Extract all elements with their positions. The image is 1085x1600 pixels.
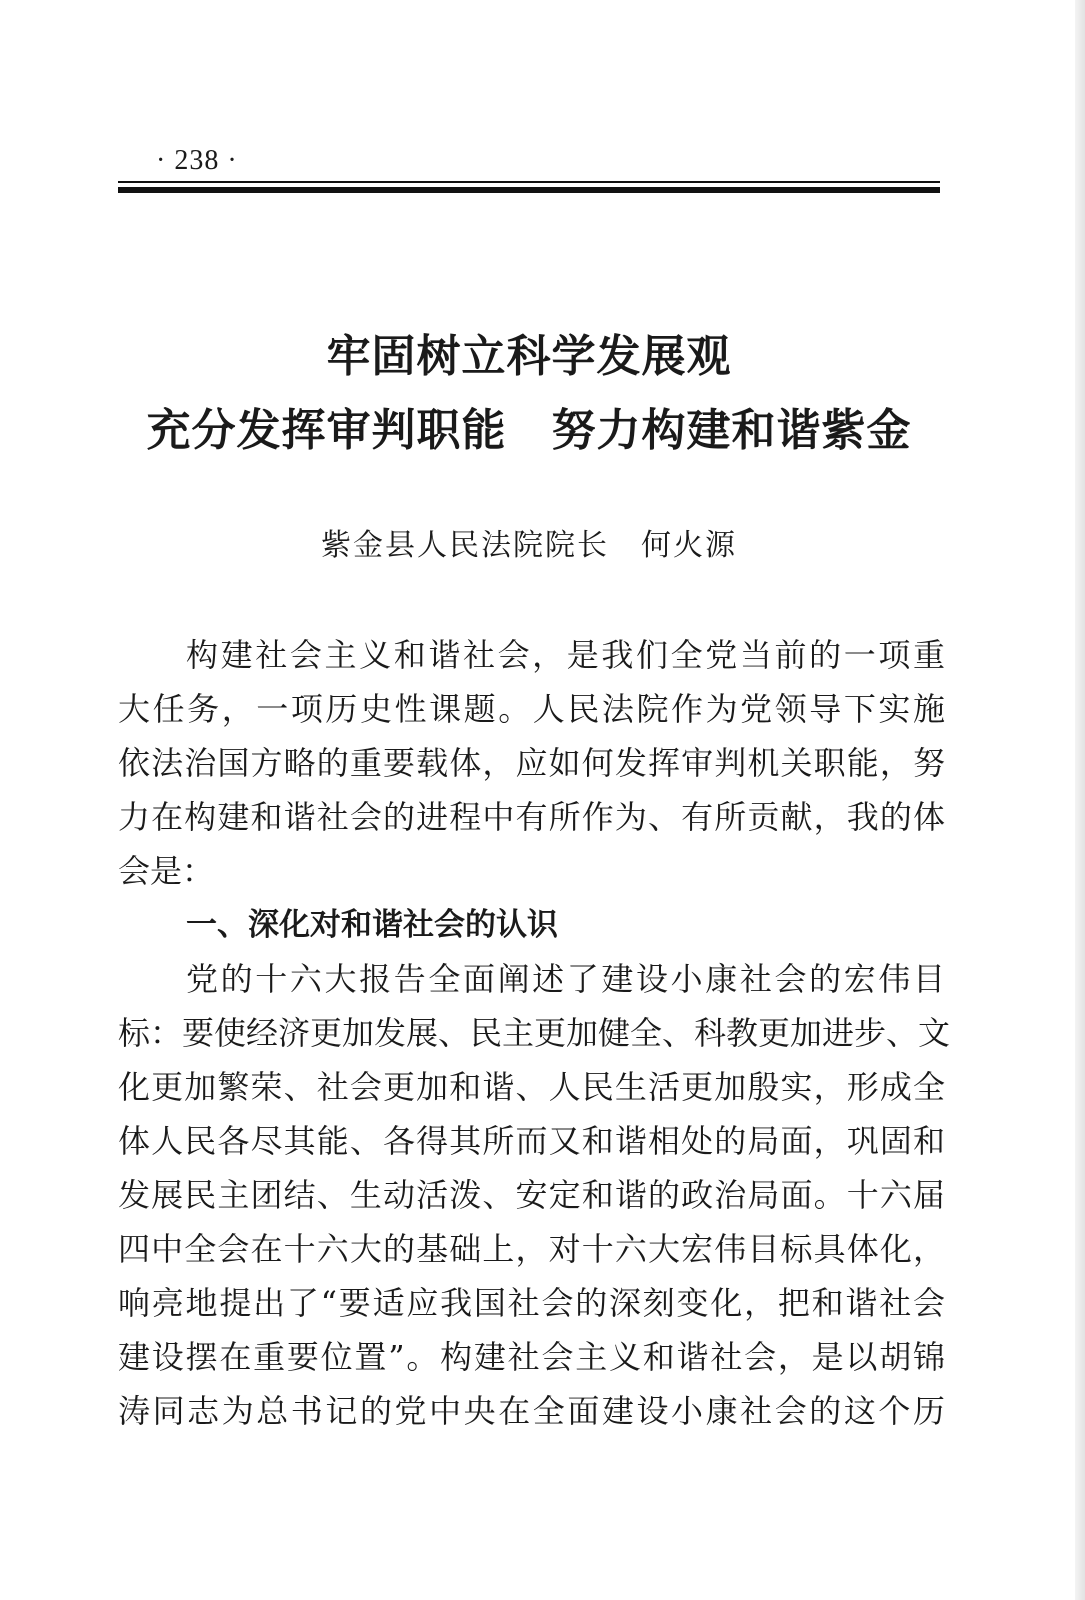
title-line-1: 牢固树立科学发展观 (326, 331, 732, 382)
paragraph-line: 体人民各尽其能、各得其所而又和谐相处的局面，巩固和 (118, 1122, 945, 1160)
paragraph-line: 涛同志为总书记的党中央在全面建设小康社会的这个历 (118, 1392, 945, 1430)
paragraph-line: 发展民主团结、生动活泼、安定和谐的政治局面。十六届 (118, 1176, 945, 1214)
header-rule-thick (118, 187, 940, 193)
paragraph-line: 大任务，一项历史性课题。人民法院作为党领导下实施 (118, 690, 945, 728)
paragraph-line: 四中全会在十六大的基础上，对十六大宏伟目标具体化， (118, 1230, 945, 1268)
paragraph-line: 标：要使经济更加发展、民主更加健全、科教更加进步、文 (118, 1014, 951, 1052)
paragraph-line: 化更加繁荣、社会更加和谐、人民生活更加殷实，形成全 (118, 1068, 945, 1106)
article-title (118, 320, 940, 468)
paragraph-line: 依法治国方略的重要载体，应如何发挥审判机关职能，努 (118, 744, 945, 782)
paragraph-line: 构建社会主义和谐社会，是我们全党当前的一项重 (186, 636, 945, 674)
paragraph-line: 响亮地提出了“要适应我国社会的深刻变化，把和谐社会 (118, 1284, 945, 1322)
paragraph-line: 建设摆在重要位置”。构建社会主义和谐社会，是以胡锦 (118, 1338, 945, 1376)
article-body (118, 628, 951, 1438)
page-number: · 238 · (156, 145, 238, 176)
header-rule-thin (118, 181, 940, 183)
author-byline: 紫金县人民法院院长 何火源 (321, 528, 737, 563)
paragraph-line: 会是： (118, 852, 215, 890)
title-line-2: 充分发挥审判职能 努力构建和谐紫金 (146, 405, 912, 456)
section-heading: 一、深化对和谐社会的认识 (186, 907, 558, 943)
paragraph-line: 党的十六大报告全面阐述了建设小康社会的宏伟目 (186, 960, 945, 998)
paragraph-line: 力在构建和谐社会的进程中有所作为、有所贡献，我的体 (118, 798, 945, 836)
scan-edge (1075, 0, 1085, 1600)
